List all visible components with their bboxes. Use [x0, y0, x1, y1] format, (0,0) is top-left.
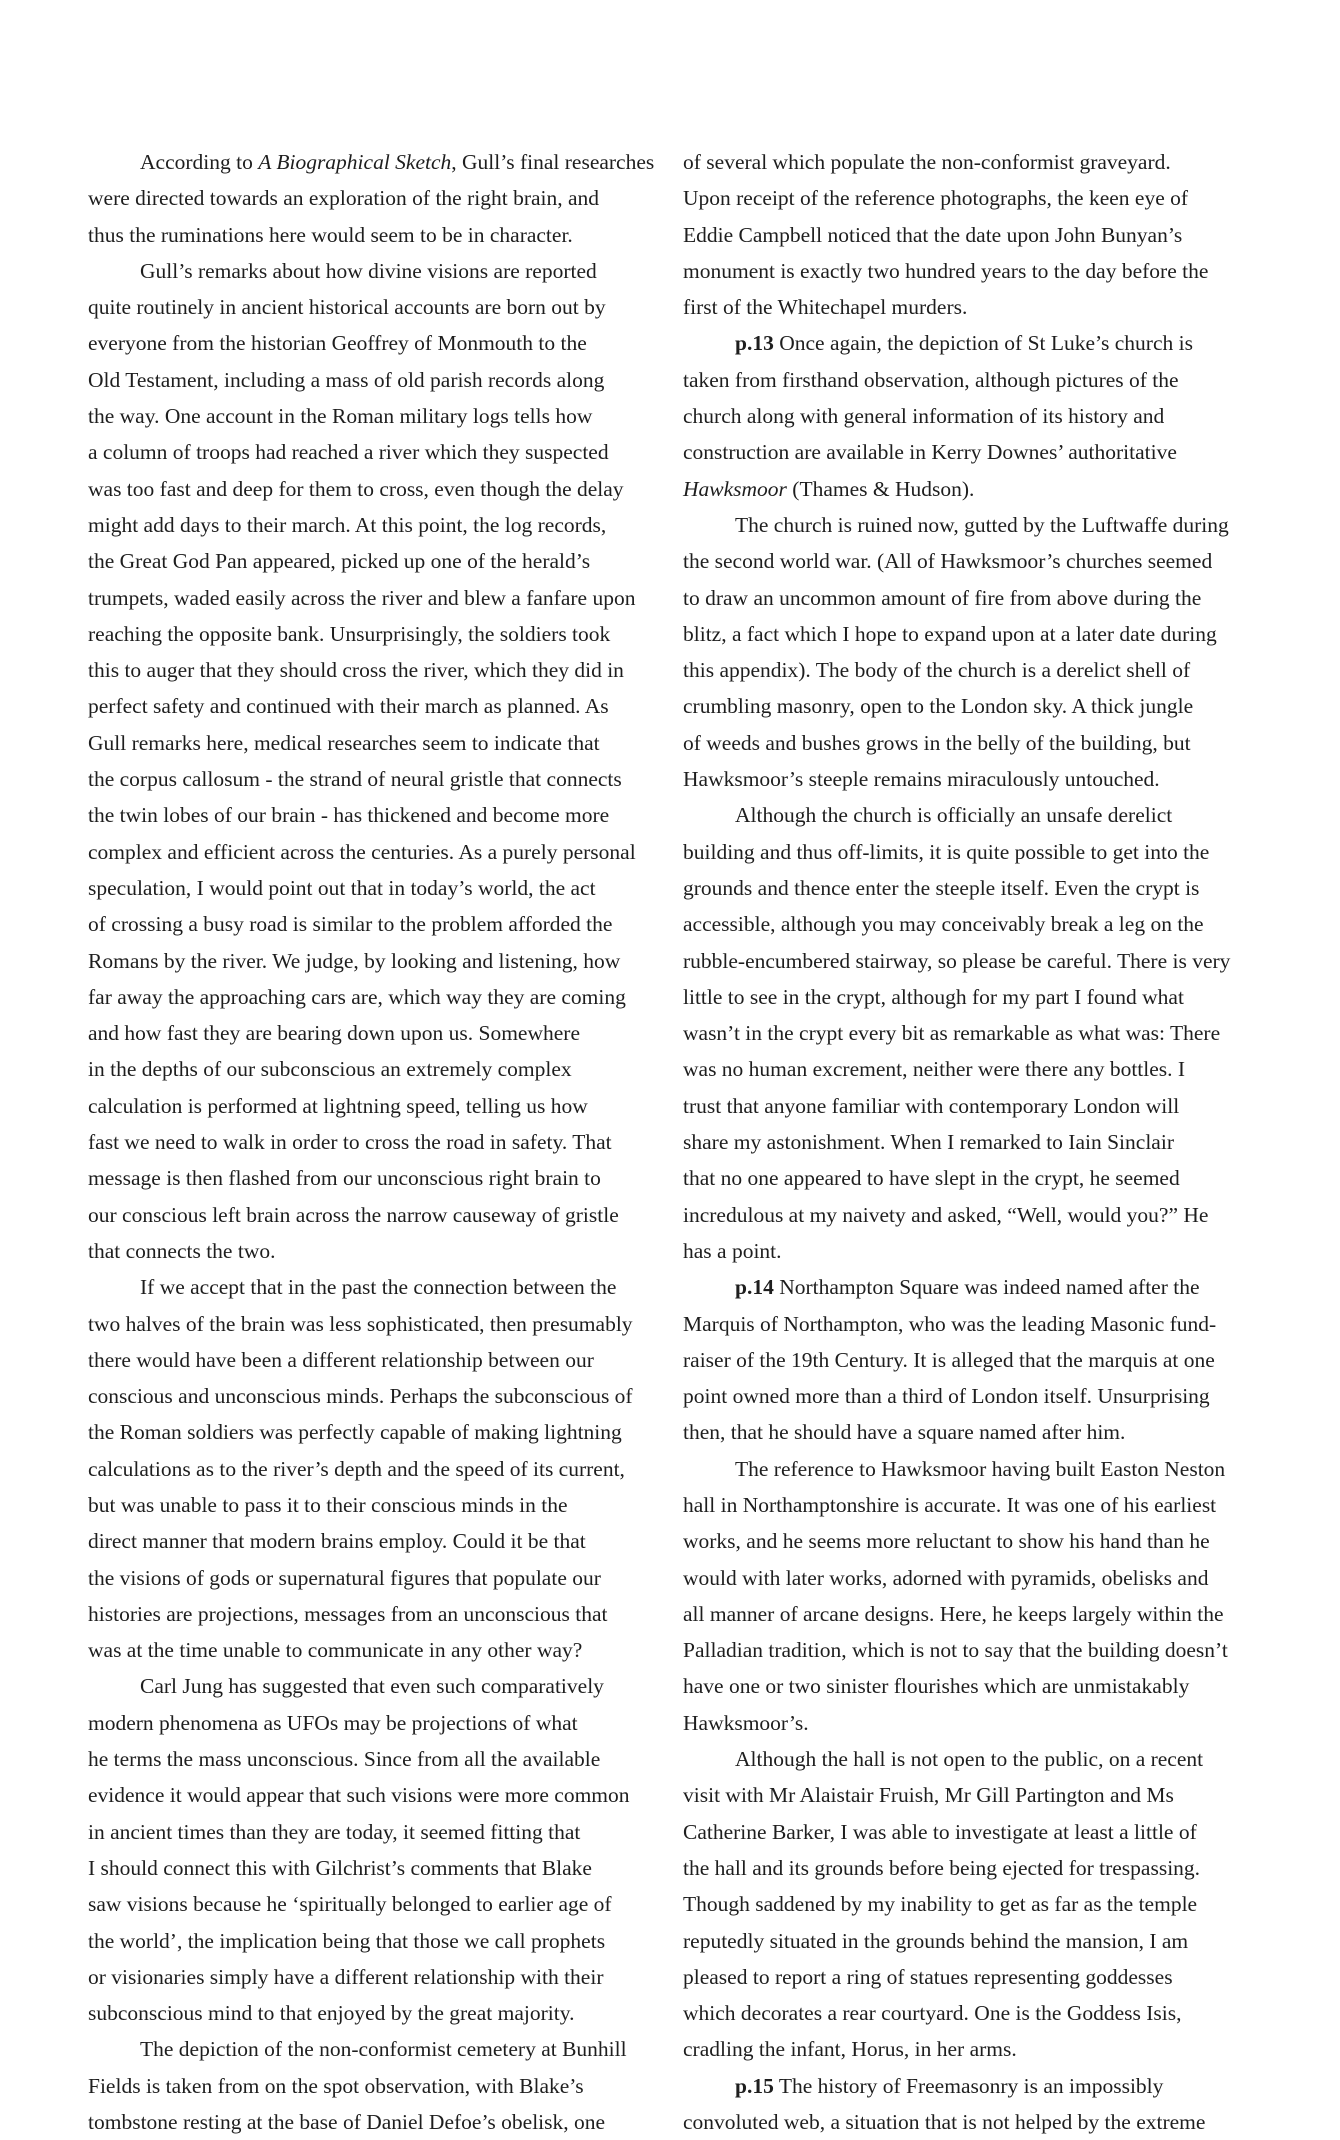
text-line [683, 1487, 1263, 1523]
text-run: speculation, I would point out that in today’s world, the act [88, 875, 596, 900]
text-line [683, 1451, 1263, 1487]
text-run: everyone from the historian Geoffrey of Monmouth to the [88, 331, 587, 356]
text-run: I should connect this with Gilchrist’s comments that Blake [88, 1855, 592, 1880]
text-run: direct manner that modern brains employ. Could it be that [88, 1529, 586, 1554]
text-run: According to [140, 150, 259, 174]
text-line [88, 507, 658, 543]
text-run: this appendix). The body of the church is a derelict shell of [683, 658, 1191, 683]
text-run: quite routinely in ancient historical accounts are born out by [88, 295, 606, 320]
text-line [683, 1124, 1263, 1160]
text-line [88, 217, 658, 253]
text-line [683, 1414, 1263, 1450]
text-run: the corpus callosum - the strand of neural gristle that connects [88, 767, 622, 792]
text-run: the Great God Pan appeared, picked up one of the herald’s [88, 549, 591, 574]
text-run: message is then flashed from our unconscious right brain to [88, 1166, 601, 1191]
text-run: raiser of the 19th Century. It is alleged that the marquis at one [683, 1347, 1215, 1372]
text-line [88, 1378, 658, 1414]
text-line [88, 797, 658, 833]
text-run: our conscious left brain across the narrow causeway of gristle [88, 1202, 619, 1227]
text-run: cradling the infant, Horus, in her arms. [683, 2037, 1017, 2062]
text-run: trumpets, waded easily across the river and blew a fanfare upon [88, 585, 636, 610]
text-line [88, 1233, 658, 1269]
text-line [683, 1088, 1263, 1124]
left-text-column [88, 144, 658, 2140]
text-run: in ancient times than they are today, it seemed fitting that [88, 1819, 581, 1844]
text-line [683, 1959, 1263, 1995]
text-run: The reference to Hawksmoor having built Easton Neston [735, 1456, 1226, 1481]
text-line [683, 1850, 1263, 1886]
text-line [88, 1015, 658, 1051]
text-line [683, 1523, 1263, 1559]
text-run: two halves of the brain was less sophisticated, then presumably [88, 1311, 633, 1336]
text-run: saw visions because he ‘spiritually belonged to earlier age of [88, 1892, 612, 1917]
text-run: the twin lobes of our brain - has thickened and become more [88, 803, 610, 828]
text-line [88, 398, 658, 434]
text-run: Although the hall is not open to the public, on a recent [735, 1747, 1204, 1772]
page-reference-label: p.15 [735, 2073, 774, 2098]
text-run: Carl Jung has suggested that even such comparatively [140, 1674, 604, 1699]
text-run: wasn’t in the crypt every bit as remarkable as what was: There [683, 1021, 1221, 1046]
text-line [683, 144, 1263, 180]
text-run: The church is ruined now, gutted by the Luftwaffe during [735, 512, 1229, 537]
text-line [88, 1741, 658, 1777]
text-line [88, 870, 658, 906]
text-line [88, 688, 658, 724]
text-line [683, 1596, 1263, 1632]
text-line [88, 1487, 658, 1523]
text-line [88, 471, 658, 507]
text-line [88, 362, 658, 398]
text-run: Although the church is officially an unsafe derelict [735, 803, 1173, 828]
text-run: histories are projections, messages from an unconscious that [88, 1601, 608, 1626]
text-line [88, 1342, 658, 1378]
text-line [683, 398, 1263, 434]
text-run: the second world war. (All of Hawksmoor’s churches seemed [683, 549, 1213, 574]
text-run: perfect safety and continued with their march as planned. As [88, 694, 609, 719]
text-line [88, 180, 658, 216]
text-run: of several which populate the non-conformist graveyard. [683, 150, 1171, 174]
text-line [88, 253, 658, 289]
text-run: trust that anyone familiar with contemporary London will [683, 1093, 1180, 1118]
text-run: evidence it would appear that such visions were more common [88, 1783, 630, 1808]
text-run: Northampton Square was indeed named after the [773, 1275, 1200, 1300]
text-line [683, 797, 1263, 833]
text-run: there would have been a different relationship between our [88, 1347, 594, 1372]
text-run: taken from firsthand observation, although pictures of the [683, 367, 1179, 392]
text-run: Marquis of Northampton, who was the leading Masonic fund- [683, 1311, 1217, 1336]
text-run: calculation is performed at lightning speed, telling us how [88, 1093, 588, 1118]
text-line [683, 2104, 1263, 2140]
text-line [683, 1705, 1263, 1741]
text-line [683, 362, 1263, 398]
text-line [88, 325, 658, 361]
text-line [88, 906, 658, 942]
text-line [683, 1233, 1263, 1269]
text-line [88, 616, 658, 652]
text-run: which decorates a rear courtyard. One is the Goddess Isis, [683, 2001, 1182, 2026]
text-run: construction are available in Kerry Downes’ authoritative [683, 440, 1177, 465]
text-run: the hall and its grounds before being ejected for trespassing. [683, 1855, 1201, 1880]
text-run: convoluted web, a situation that is not helped by the extreme [683, 2110, 1206, 2135]
text-line [88, 2031, 658, 2067]
text-line [683, 289, 1263, 325]
text-run: reputedly situated in the grounds behind the mansion, I am [683, 1928, 1189, 1953]
text-run: pleased to report a ring of statues representing goddesses [683, 1964, 1173, 1989]
text-line [88, 979, 658, 1015]
text-run: little to see in the crypt, although for my part I found what [683, 984, 1184, 1009]
text-run: he terms the mass unconscious. Since from all the available [88, 1747, 601, 1772]
text-run: tombstone resting at the base of Daniel Defoe’s obelisk, one [88, 2110, 606, 2135]
text-run: of weeds and bushes grows in the belly of the building, but [683, 730, 1191, 755]
text-line [88, 1814, 658, 1850]
text-run: reaching the opposite bank. Unsurprisingly, the soldiers took [88, 621, 611, 646]
book-title: A Biographical Sketch [258, 150, 452, 174]
text-run: monument is exactly two hundred years to the day before the [683, 258, 1209, 283]
text-run: that no one appeared to have slept in the crypt, he seemed [683, 1166, 1180, 1191]
text-line [88, 1414, 658, 1450]
text-line [683, 1886, 1263, 1922]
text-line [683, 1342, 1263, 1378]
text-line [683, 906, 1263, 942]
text-line [683, 725, 1263, 761]
text-run: Eddie Campbell noticed that the date upon John Bunyan’s [683, 222, 1183, 247]
text-line [683, 1306, 1263, 1342]
text-line [683, 688, 1263, 724]
text-run: conscious and unconscious minds. Perhaps the subconscious of [88, 1384, 633, 1409]
text-run: or visionaries simply have a different relationship with their [88, 1964, 604, 1989]
text-run: Once again, the depiction of St Luke’s church is [773, 331, 1193, 356]
text-line [88, 289, 658, 325]
text-run: was too fast and deep for them to cross, even though the delay [88, 476, 624, 501]
text-run: The history of Freemasonry is an impossibly [773, 2073, 1164, 2098]
text-line [683, 2068, 1263, 2104]
text-line [88, 580, 658, 616]
text-run: , Gull’s final researches [451, 150, 655, 174]
text-run: was no human excrement, neither were there any bottles. I [683, 1057, 1186, 1082]
text-line [88, 1051, 658, 1087]
text-line [683, 834, 1263, 870]
page-reference-label: p.14 [735, 1275, 774, 1300]
text-run: Hawksmoor’s. [683, 1710, 809, 1735]
text-line [683, 1560, 1263, 1596]
text-line [683, 180, 1263, 216]
text-run: the Roman soldiers was perfectly capable of making lightning [88, 1420, 622, 1445]
text-line [683, 616, 1263, 652]
text-run: first of the Whitechapel murders. [683, 295, 968, 320]
text-run: visit with Mr Alaistair Fruish, Mr Gill Partington and Ms [683, 1783, 1174, 1808]
text-line [683, 1378, 1263, 1414]
text-line [88, 2104, 658, 2140]
text-line [88, 1160, 658, 1196]
text-run: Catherine Barker, I was able to investigate at least a little of [683, 1819, 1197, 1844]
text-run: If we accept that in the past the connection between the [140, 1275, 617, 1300]
text-line [88, 725, 658, 761]
text-line [683, 1160, 1263, 1196]
text-run: church along with general information of its history and [683, 404, 1165, 429]
text-line [88, 543, 658, 579]
text-line [88, 943, 658, 979]
text-line [88, 1124, 658, 1160]
text-run: blitz, a fact which I hope to expand upon at a later date during [683, 621, 1217, 646]
text-run: of crossing a busy road is similar to the problem afforded the [88, 912, 613, 937]
text-line [683, 1668, 1263, 1704]
text-run: grounds and thence enter the steeple itself. Even the crypt is [683, 875, 1200, 900]
text-run: this to auger that they should cross the river, which they did in [88, 658, 624, 683]
text-line [683, 1923, 1263, 1959]
text-run: modern phenomena as UFOs may be projections of what [88, 1710, 578, 1735]
text-line [683, 1814, 1263, 1850]
text-line [683, 1197, 1263, 1233]
text-line [683, 325, 1263, 361]
text-run: and how fast they are bearing down upon us. Somewhere [88, 1021, 580, 1046]
text-run: rubble-encumbered stairway, so please be careful. There is very [683, 948, 1231, 973]
text-run: has a point. [683, 1238, 782, 1263]
text-run: would with later works, adorned with pyramids, obelisks and [683, 1565, 1209, 1590]
text-line [683, 253, 1263, 289]
text-line [88, 1705, 658, 1741]
text-run: fast we need to walk in order to cross the road in safety. That [88, 1130, 612, 1155]
text-run: have one or two sinister flourishes which are unmistakably [683, 1674, 1190, 1699]
text-run: to draw an uncommon amount of fire from above during the [683, 585, 1202, 610]
text-run: Gull remarks here, medical researches seem to indicate that [88, 730, 600, 755]
text-run: The depiction of the non-conformist cemetery at Bunhill [140, 2037, 627, 2062]
text-line [683, 543, 1263, 579]
text-line [88, 1560, 658, 1596]
text-line [88, 1197, 658, 1233]
text-run: the world’, the implication being that those we call prophets [88, 1928, 606, 1953]
text-run: building and thus off-limits, it is quite possible to get into the [683, 839, 1210, 864]
text-run: Upon receipt of the reference photographs, the keen eye of [683, 186, 1189, 211]
text-line [88, 1777, 658, 1813]
text-line [683, 580, 1263, 616]
text-run: thus the ruminations here would seem to be in character. [88, 222, 573, 247]
book-title: Hawksmoor [683, 476, 787, 501]
text-line [88, 834, 658, 870]
text-run: hall in Northamptonshire is accurate. It was one of his earliest [683, 1492, 1217, 1517]
text-run: calculations as to the river’s depth and the speed of its current, [88, 1456, 625, 1481]
text-run: Fields is taken from on the spot observation, with Blake’s [88, 2073, 584, 2098]
text-run: were directed towards an exploration of the right brain, and [88, 186, 600, 211]
text-line [88, 2068, 658, 2104]
text-line [88, 761, 658, 797]
right-text-column [683, 144, 1263, 2140]
text-line [683, 1269, 1263, 1305]
text-line [88, 1088, 658, 1124]
text-run: Hawksmoor’s steeple remains miraculously untouched. [683, 767, 1160, 792]
text-run: Palladian tradition, which is not to say that the building doesn’t [683, 1638, 1228, 1663]
text-run: but was unable to pass it to their conscious minds in the [88, 1492, 568, 1517]
text-line [88, 1923, 658, 1959]
text-line [683, 471, 1263, 507]
text-run: might add days to their march. At this point, the log records, [88, 512, 607, 537]
text-line [683, 652, 1263, 688]
text-run: works, and he seems more reluctant to show his hand than he [683, 1529, 1210, 1554]
text-line [683, 1015, 1263, 1051]
text-line [683, 217, 1263, 253]
page-reference-label: p.13 [735, 331, 774, 356]
text-line [88, 1523, 658, 1559]
text-line [88, 1632, 658, 1668]
text-run: incredulous at my naivety and asked, “Well, would you?” He [683, 1202, 1209, 1227]
text-run: in the depths of our subconscious an extremely complex [88, 1057, 572, 1082]
text-run: (Thames & Hudson). [786, 476, 975, 501]
text-run: crumbling masonry, open to the London sky. A thick jungle [683, 694, 1194, 719]
text-run: Though saddened by my inability to get as far as the temple [683, 1892, 1198, 1917]
text-line [683, 507, 1263, 543]
text-run: the visions of gods or supernatural figures that populate our [88, 1565, 601, 1590]
text-line [683, 1741, 1263, 1777]
text-line [683, 1777, 1263, 1813]
text-line [88, 1959, 658, 1995]
text-line [88, 1886, 658, 1922]
text-run: all manner of arcane designs. Here, he keeps largely within the [683, 1601, 1224, 1626]
text-run: subconscious mind to that enjoyed by the great majority. [88, 2001, 575, 2026]
text-run: complex and efficient across the centuries. As a purely personal [88, 839, 636, 864]
text-run: a column of troops had reached a river which they suspected [88, 440, 609, 465]
text-line [683, 870, 1263, 906]
text-run: accessible, although you may conceivably break a leg on the [683, 912, 1204, 937]
text-line [683, 1632, 1263, 1668]
text-line [88, 652, 658, 688]
text-run: Gull’s remarks about how divine visions are reported [140, 258, 597, 283]
text-line [88, 1306, 658, 1342]
text-line [683, 434, 1263, 470]
text-line [88, 434, 658, 470]
text-line [683, 1051, 1263, 1087]
text-line [683, 943, 1263, 979]
text-run: share my astonishment. When I remarked to Iain Sinclair [683, 1130, 1174, 1155]
text-line [683, 979, 1263, 1015]
text-run: point owned more than a third of London itself. Unsurprising [683, 1384, 1210, 1409]
text-run: Old Testament, including a mass of old parish records along [88, 367, 605, 392]
text-line [683, 2031, 1263, 2067]
text-line [88, 1269, 658, 1305]
text-run: was at the time unable to communicate in any other way? [88, 1638, 583, 1663]
text-line [88, 1850, 658, 1886]
text-line [88, 1451, 658, 1487]
text-line [88, 1668, 658, 1704]
text-line [683, 1995, 1263, 2031]
text-line [88, 1596, 658, 1632]
text-line [88, 1995, 658, 2031]
text-run: the way. One account in the Roman military logs tells how [88, 404, 593, 429]
text-line [88, 144, 658, 180]
text-run: that connects the two. [88, 1238, 276, 1263]
text-run: then, that he should have a square named after him. [683, 1420, 1126, 1445]
text-line [683, 761, 1263, 797]
text-run: far away the approaching cars are, which way they are coming [88, 984, 626, 1009]
text-run: Romans by the river. We judge, by looking and listening, how [88, 948, 621, 973]
